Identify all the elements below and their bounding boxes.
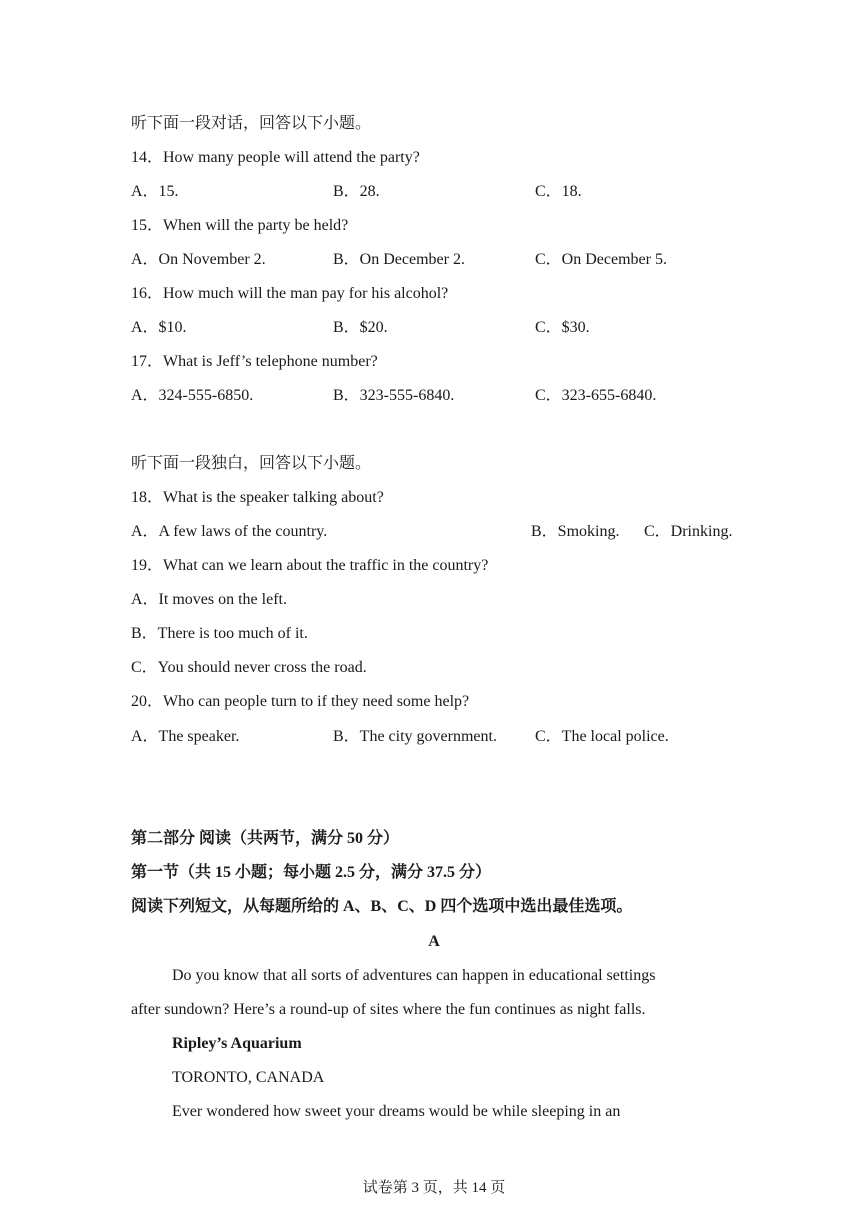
q18-option-b: B．Smoking. <box>531 523 620 540</box>
q16-option-a: A．$10. <box>131 319 187 336</box>
q20-option-b: B．The city government. <box>333 728 497 745</box>
question-18: 18．What is the speaker talking about? <box>131 489 384 506</box>
q14-option-b: B．28. <box>333 183 380 200</box>
reading-instruction: 阅读下列短文，从每题所给的 A、B、C、D 四个选项中选出最佳选项。 <box>131 898 633 915</box>
venue-location: TORONTO, CANADA <box>172 1069 325 1086</box>
q14-option-a: A．15. <box>131 183 179 200</box>
paragraph-1-line-1: Do you know that all sorts of adventures can happen in educational settings <box>172 967 656 984</box>
q19-option-a: A．It moves on the left. <box>131 591 287 608</box>
paragraph-2-line-1: Ever wondered how sweet your dreams would be while sleeping in an <box>172 1103 621 1120</box>
q15-option-b: B．On December 2. <box>333 251 465 268</box>
q17-option-c: C．323-655-6840. <box>535 387 657 404</box>
page-footer: 试卷第 3 页，共 14 页 <box>362 1180 506 1196</box>
part-two-title: 第二部分 阅读（共两节，满分 50 分） <box>131 830 400 847</box>
question-17: 17．What is Jeff’s telephone number? <box>131 353 378 370</box>
instruction-dialogue: 听下面一段对话，回答以下小题。 <box>131 115 372 132</box>
venue-name: Ripley’s Aquarium <box>172 1035 302 1052</box>
q18-option-a: A．A few laws of the country. <box>131 523 328 540</box>
q19-option-b: B．There is too much of it. <box>131 625 308 642</box>
section-one-title: 第一节（共 15 小题；每小题 2.5 分，满分 37.5 分） <box>131 864 492 881</box>
q17-option-a: A．324-555-6850. <box>131 387 254 404</box>
question-14: 14．How many people will attend the party? <box>131 149 420 166</box>
question-15: 15．When will the party be held? <box>131 217 349 234</box>
q16-option-b: B．$20. <box>333 319 388 336</box>
q14-option-c: C．18. <box>535 183 582 200</box>
question-20: 20．Who can people turn to if they need some help? <box>131 693 470 710</box>
q19-option-c: C．You should never cross the road. <box>131 659 367 676</box>
q20-option-c: C．The local police. <box>535 728 669 745</box>
q15-option-c: C．On December 5. <box>535 251 667 268</box>
q18-option-c: C．Drinking. <box>644 523 733 540</box>
question-16: 16．How much will the man pay for his alcohol? <box>131 285 449 302</box>
q16-option-c: C．$30. <box>535 319 590 336</box>
q20-option-a: A．The speaker. <box>131 728 240 745</box>
q15-option-a: A．On November 2. <box>131 251 266 268</box>
question-19: 19．What can we learn about the traffic in the country? <box>131 557 489 574</box>
paragraph-1-line-2: after sundown? Here’s a round-up of sites where the fun continues as night falls. <box>131 1001 646 1018</box>
passage-letter: A <box>428 933 440 950</box>
q17-option-b: B．323-555-6840. <box>333 387 455 404</box>
instruction-monologue: 听下面一段独白，回答以下小题。 <box>131 455 372 472</box>
